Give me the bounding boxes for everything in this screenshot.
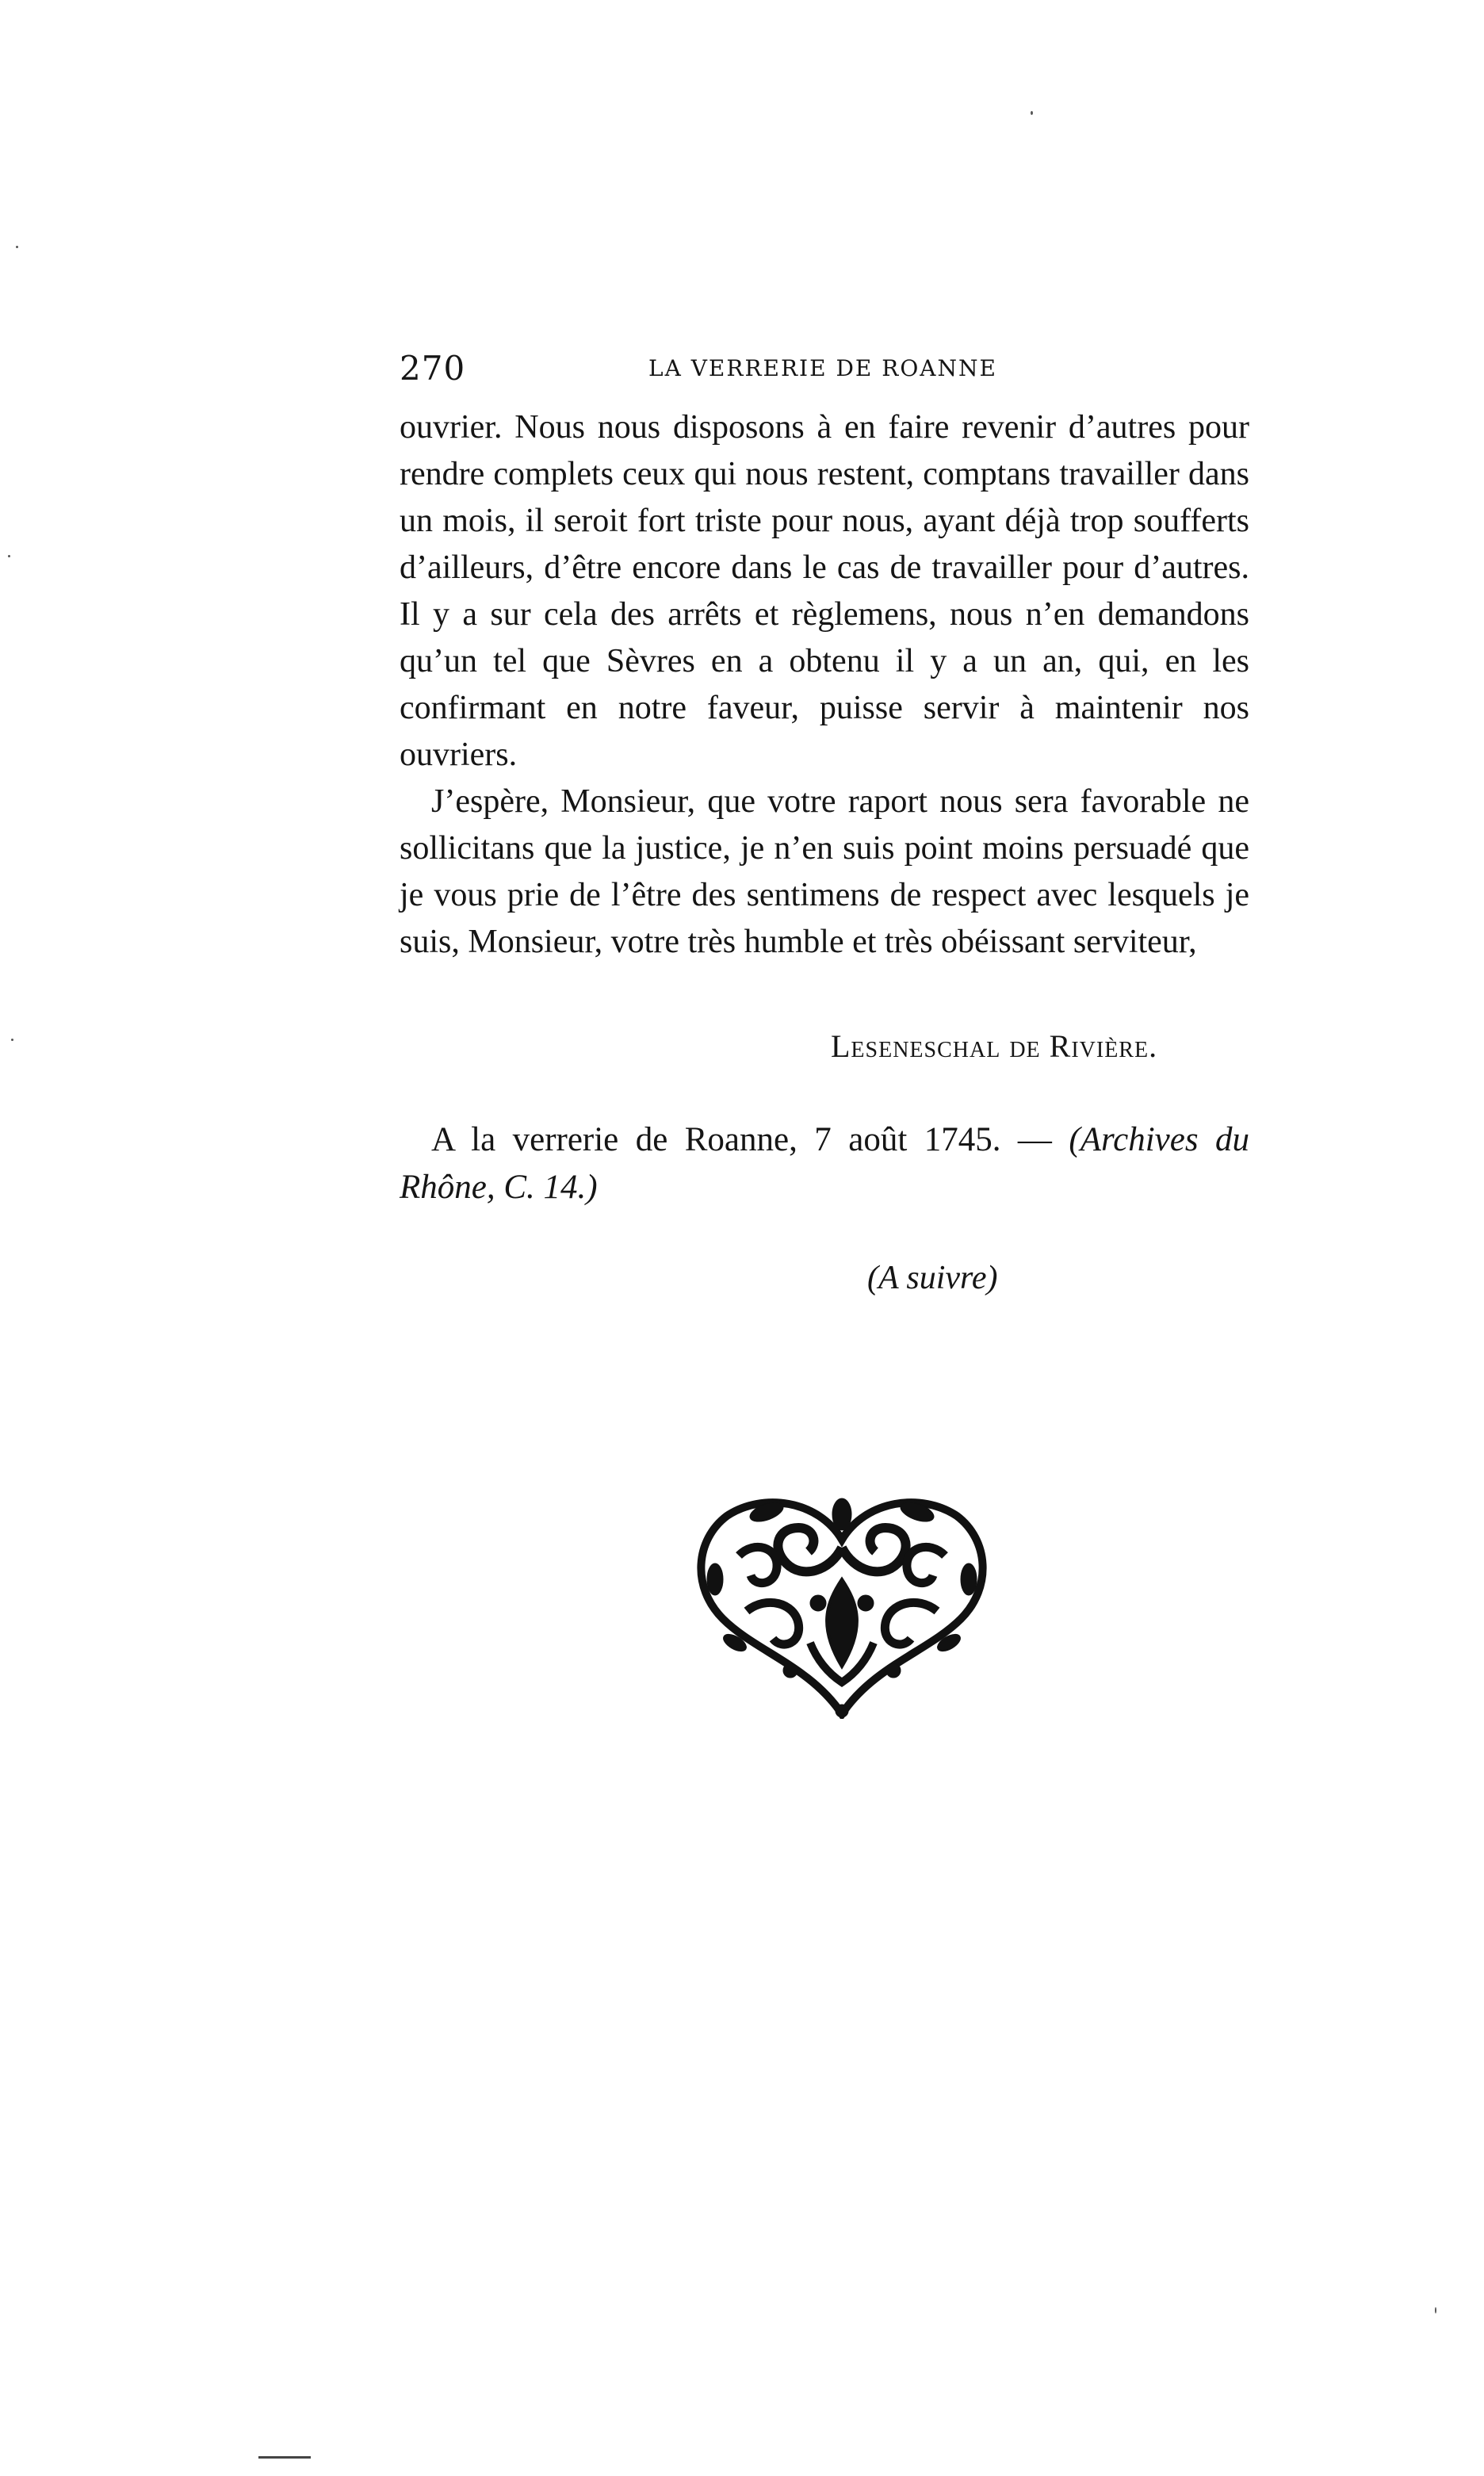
page-number: 270 bbox=[400, 349, 466, 388]
paragraph-continuation: ouvrier. Nous nous disposons à en faire revenir d’autres pour rendre complets ceux qui nous restent, comptans travailler dans un mois, il seroit fort triste pour nous, ayant déjà trop soufferts d’ailleurs, d’être encore dans le cas de travailler pour d’autres. Il y a sur cela des arrêts et règlemens, nous n’en demandons qu’un tel que Sèvres en a obtenu il y a un an, qui, en les confirmant en notre faveur, puisse servir à maintenir nos ouvriers. bbox=[400, 409, 1249, 773]
scan-speck bbox=[8, 555, 10, 557]
source-note bbox=[400, 1116, 1249, 1211]
scan-speck bbox=[11, 1039, 13, 1041]
running-title: LA VERRERIE DE ROANNE bbox=[648, 355, 997, 381]
bottom-rule bbox=[258, 2456, 311, 2459]
source-place-date: A la verrerie de Roanne, 7 août 1745. — bbox=[431, 1121, 1069, 1158]
scan-speck bbox=[16, 246, 18, 248]
archive-citation: (Archives du Rhône, C. 14.) bbox=[400, 1121, 1249, 1206]
fleuron-heart-ornament-icon bbox=[691, 1484, 993, 1719]
letter-body bbox=[400, 404, 1249, 966]
signature: Leseneschal de Rivière. bbox=[831, 1028, 1158, 1064]
page-header bbox=[400, 349, 1256, 393]
scan-speck bbox=[1435, 2307, 1436, 2313]
scan-speck bbox=[1031, 111, 1033, 115]
paragraph-closing: J’espère, Monsieur, que votre raport nous sera favorable ne sollicitans que la justice, je n’en suis point moins persuadé que je vous prie de l’être des sentimens de respect avec lesquels je suis, Monsieur, votre très humble et très obéissant serviteur, bbox=[400, 783, 1249, 960]
to-be-continued-note: (A suivre) bbox=[867, 1260, 998, 1296]
